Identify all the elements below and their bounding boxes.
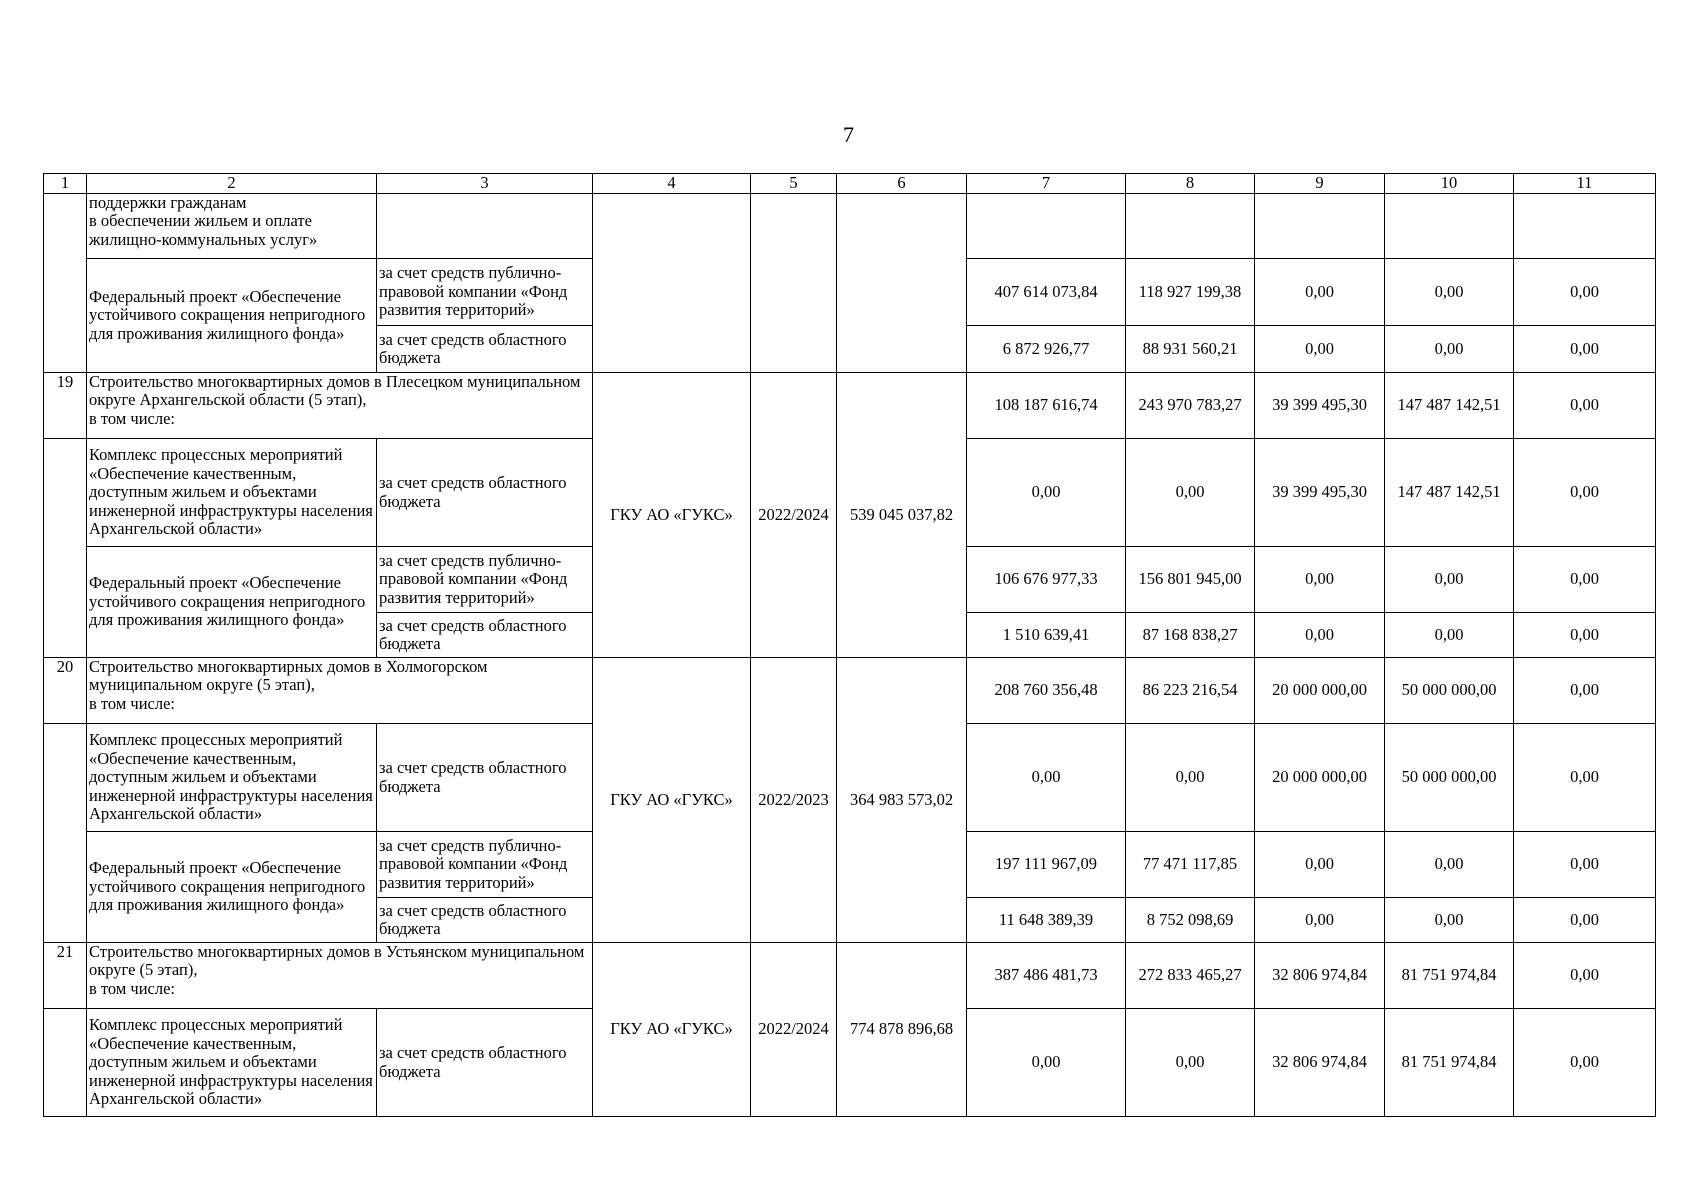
amount-cell: 86 223 216,54: [1126, 658, 1255, 724]
amount-cell: 6 872 926,77: [967, 326, 1126, 373]
empty-cell: [377, 194, 593, 259]
project-title: Строительство многоквартирных домов в Холмогорском муниципальном округе (5 этап), в том числе:: [87, 658, 593, 724]
project-total: 539 045 037,82: [837, 373, 967, 658]
column-number-header: [44, 174, 1656, 194]
row-number: 21: [44, 943, 87, 1009]
amount-cell: 0,00: [1514, 373, 1656, 439]
period: 2022/2024: [751, 943, 837, 1117]
amount-cell: 197 111 967,09: [967, 832, 1126, 898]
amount-cell: 11 648 389,39: [967, 898, 1126, 943]
amount-cell: 0,00: [1255, 326, 1385, 373]
amount-cell: 0,00: [1385, 326, 1514, 373]
amount-cell: 0,00: [1385, 832, 1514, 898]
period: 2022/2024: [751, 373, 837, 658]
header-cell: 11: [1514, 174, 1656, 194]
funding-source: за счет средств областного бюджета: [377, 1009, 593, 1117]
empty-cell: [44, 194, 87, 373]
empty-cell: [1514, 194, 1656, 259]
amount-cell: 0,00: [1255, 547, 1385, 613]
amount-cell: 88 931 560,21: [1126, 326, 1255, 373]
amount-cell: 0,00: [1385, 547, 1514, 613]
amount-cell: 0,00: [1255, 898, 1385, 943]
executor: ГКУ АО «ГУКС»: [593, 943, 751, 1117]
amount-cell: 32 806 974,84: [1255, 943, 1385, 1009]
amount-cell: 0,00: [967, 724, 1126, 832]
header-cell: 2: [87, 174, 377, 194]
amount-cell: 0,00: [1514, 439, 1656, 547]
amount-cell: 81 751 974,84: [1385, 1009, 1514, 1117]
amount-cell: 106 676 977,33: [967, 547, 1126, 613]
project-title: Строительство многоквартирных домов в Плесецком муниципальном округе Архангельской области (5 этап), в том числе:: [87, 373, 593, 439]
amount-cell: 0,00: [1514, 724, 1656, 832]
amount-cell: 0,00: [967, 1009, 1126, 1117]
table-row: [44, 658, 1656, 724]
amount-cell: 0,00: [1514, 832, 1656, 898]
funding-source: за счет средств публично-правовой компании «Фонд развития территорий»: [377, 547, 593, 613]
amount-cell: 407 614 073,84: [967, 259, 1126, 326]
empty-cell: [44, 1009, 87, 1117]
amount-cell: 77 471 117,85: [1126, 832, 1255, 898]
federal-project-label: Федеральный проект «Обеспечение устойчивого сокращения непригодного для проживания жилищного фонда»: [87, 259, 377, 373]
amount-cell: 0,00: [1514, 943, 1656, 1009]
complex-measures-label: Комплекс процессных мероприятий «Обеспечение качественным, доступным жильем и объектами инженерной инфраструктуры населения Архангельской области»: [87, 439, 377, 547]
amount-cell: 0,00: [1514, 259, 1656, 326]
amount-cell: 147 487 142,51: [1385, 439, 1514, 547]
table-row: [44, 194, 1656, 259]
funding-source: за счет средств областного бюджета: [377, 613, 593, 658]
amount-cell: 0,00: [1385, 898, 1514, 943]
amount-cell: 108 187 616,74: [967, 373, 1126, 439]
funding-source: за счет средств областного бюджета: [377, 898, 593, 943]
amount-cell: 20 000 000,00: [1255, 724, 1385, 832]
amount-cell: 0,00: [1514, 658, 1656, 724]
funding-source: за счет средств областного бюджета: [377, 724, 593, 832]
amount-cell: 50 000 000,00: [1385, 658, 1514, 724]
amount-cell: 147 487 142,51: [1385, 373, 1514, 439]
amount-cell: 0,00: [1126, 439, 1255, 547]
empty-cell: [751, 194, 837, 373]
amount-cell: 39 399 495,30: [1255, 439, 1385, 547]
project-total: 364 983 573,02: [837, 658, 967, 943]
row-number: 19: [44, 373, 87, 439]
amount-cell: 1 510 639,41: [967, 613, 1126, 658]
amount-cell: 0,00: [1514, 326, 1656, 373]
amount-cell: 387 486 481,73: [967, 943, 1126, 1009]
amount-cell: 50 000 000,00: [1385, 724, 1514, 832]
funding-source: за счет средств областного бюджета: [377, 439, 593, 547]
executor: ГКУ АО «ГУКС»: [593, 373, 751, 658]
header-cell: 5: [751, 174, 837, 194]
amount-cell: 0,00: [1255, 832, 1385, 898]
header-cell: 6: [837, 174, 967, 194]
federal-project-label: Федеральный проект «Обеспечение устойчивого сокращения непригодного для проживания жилищного фонда»: [87, 832, 377, 943]
header-cell: 10: [1385, 174, 1514, 194]
header-cell: 7: [967, 174, 1126, 194]
complex-measures-label: Комплекс процессных мероприятий «Обеспечение качественным, доступным жильем и объектами инженерной инфраструктуры населения Архангельской области»: [87, 1009, 377, 1117]
empty-cell: [44, 724, 87, 943]
header-cell: 3: [377, 174, 593, 194]
amount-cell: 0,00: [1126, 724, 1255, 832]
amount-cell: 20 000 000,00: [1255, 658, 1385, 724]
amount-cell: 0,00: [1126, 1009, 1255, 1117]
period: 2022/2023: [751, 658, 837, 943]
budget-table: [43, 173, 1656, 1117]
empty-cell: [44, 439, 87, 658]
row-number: 20: [44, 658, 87, 724]
empty-cell: [967, 194, 1126, 259]
header-cell: 9: [1255, 174, 1385, 194]
amount-cell: 118 927 199,38: [1126, 259, 1255, 326]
amount-cell: 0,00: [1255, 613, 1385, 658]
continued-description: поддержки гражданам в обеспечении жильем и оплате жилищно-коммунальных услуг»: [87, 194, 377, 259]
amount-cell: 0,00: [1514, 613, 1656, 658]
amount-cell: 0,00: [1255, 259, 1385, 326]
amount-cell: 0,00: [967, 439, 1126, 547]
amount-cell: 0,00: [1385, 259, 1514, 326]
funding-source: за счет средств областного бюджета: [377, 326, 593, 373]
amount-cell: 0,00: [1514, 1009, 1656, 1117]
amount-cell: 8 752 098,69: [1126, 898, 1255, 943]
amount-cell: 272 833 465,27: [1126, 943, 1255, 1009]
funding-source: за счет средств публично-правовой компании «Фонд развития территорий»: [377, 832, 593, 898]
funding-source: за счет средств публично-правовой компании «Фонд развития территорий»: [377, 259, 593, 326]
amount-cell: 81 751 974,84: [1385, 943, 1514, 1009]
table-row: [44, 373, 1656, 439]
empty-cell: [1385, 194, 1514, 259]
amount-cell: 32 806 974,84: [1255, 1009, 1385, 1117]
project-total: 774 878 896,68: [837, 943, 967, 1117]
header-cell: 8: [1126, 174, 1255, 194]
empty-cell: [1255, 194, 1385, 259]
empty-cell: [593, 194, 751, 373]
federal-project-label: Федеральный проект «Обеспечение устойчивого сокращения непригодного для проживания жилищного фонда»: [87, 547, 377, 658]
amount-cell: 0,00: [1385, 613, 1514, 658]
amount-cell: 0,00: [1514, 547, 1656, 613]
amount-cell: 0,00: [1514, 898, 1656, 943]
amount-cell: 156 801 945,00: [1126, 547, 1255, 613]
amount-cell: 208 760 356,48: [967, 658, 1126, 724]
amount-cell: 39 399 495,30: [1255, 373, 1385, 439]
empty-cell: [837, 194, 967, 373]
executor: ГКУ АО «ГУКС»: [593, 658, 751, 943]
amount-cell: 87 168 838,27: [1126, 613, 1255, 658]
complex-measures-label: Комплекс процессных мероприятий «Обеспечение качественным, доступным жильем и объектами инженерной инфраструктуры населения Архангельской области»: [87, 724, 377, 832]
empty-cell: [1126, 194, 1255, 259]
header-cell: 4: [593, 174, 751, 194]
header-cell: 1: [44, 174, 87, 194]
amount-cell: 243 970 783,27: [1126, 373, 1255, 439]
table-row: [44, 943, 1656, 1009]
page-number: 7: [843, 122, 854, 147]
project-title: Строительство многоквартирных домов в Устьянском муниципальном округе (5 этап), в том числе:: [87, 943, 593, 1009]
